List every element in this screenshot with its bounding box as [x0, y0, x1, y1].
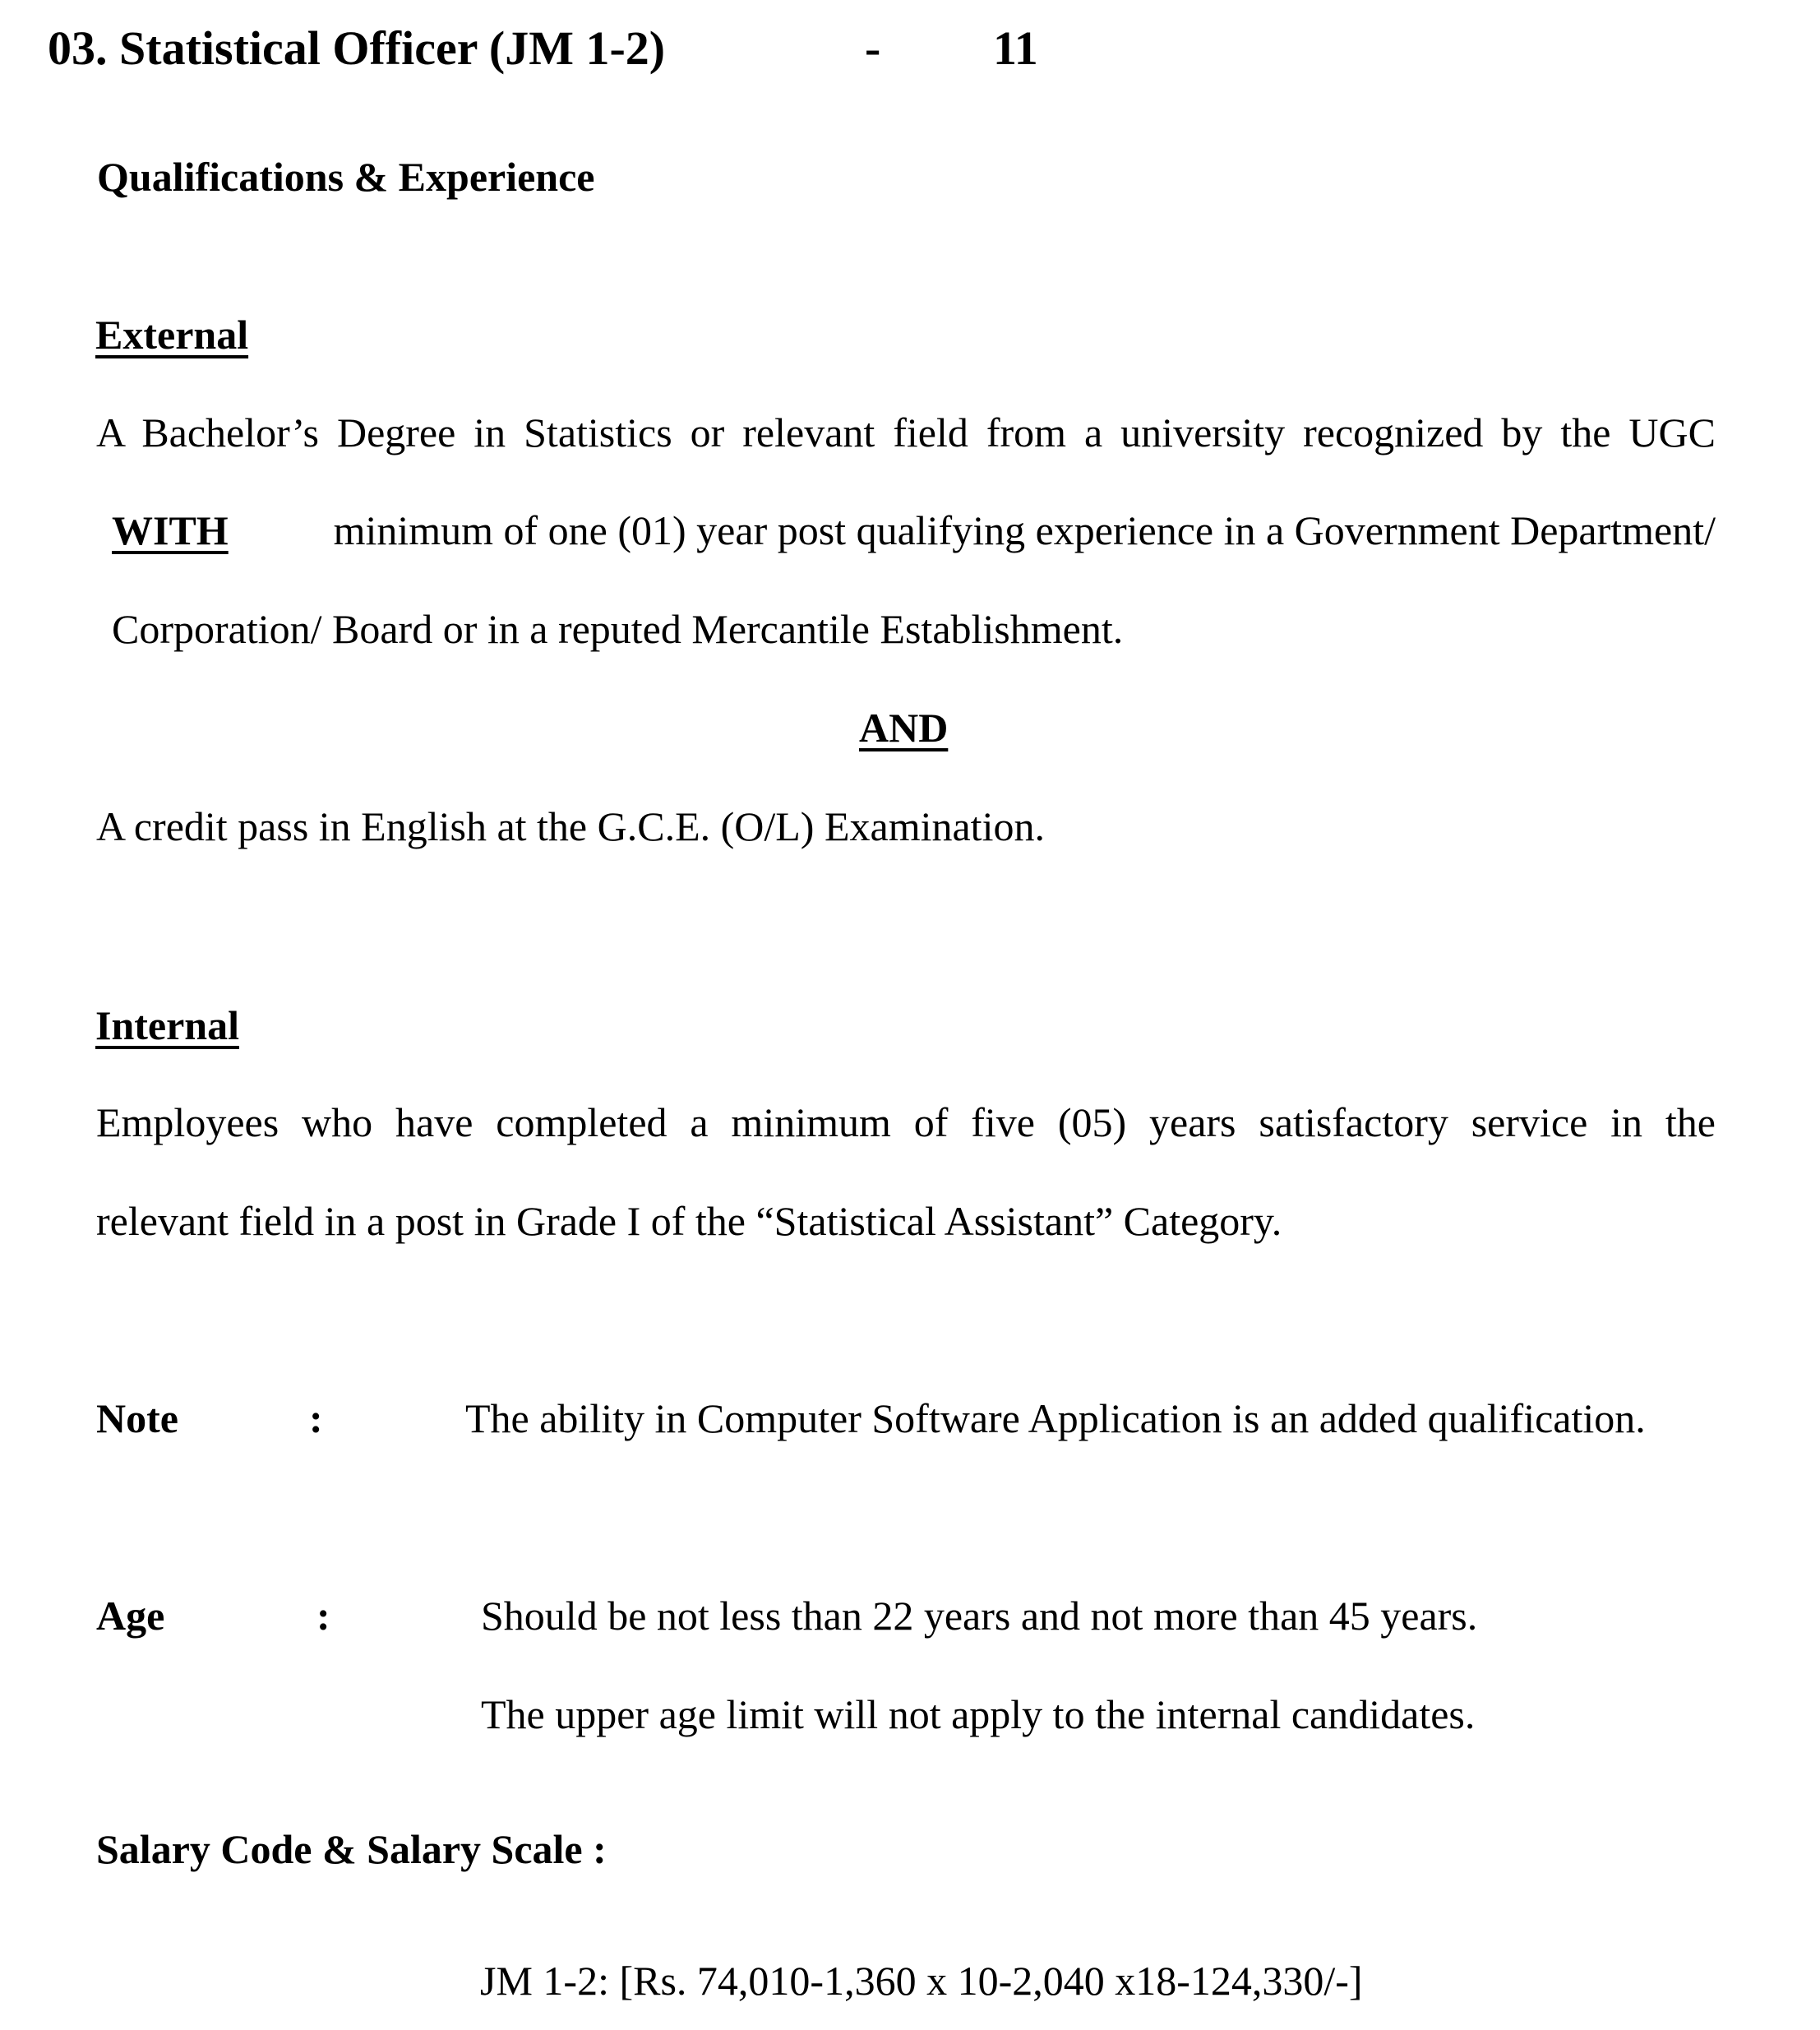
note-label: Note — [96, 1395, 178, 1441]
vacancy-count: 11 — [993, 21, 1038, 75]
age-label: Age — [96, 1593, 165, 1639]
age-line-1: Should be not less than 22 years and not more than 45 years. — [481, 1593, 1478, 1639]
external-line-1: A Bachelor’s Degree in Statistics or relevant field from a university recognized by the UGC — [96, 409, 1716, 455]
salary-scale: JM 1-2: [Rs. 74,010-1,360 x 10-2,040 x18-124,330/-] — [480, 1958, 1363, 2004]
internal-line-2: relevant field in a post in Grade I of the “Statistical Assistant” Category. — [96, 1198, 1282, 1244]
external-line-4: A credit pass in English at the G.C.E. (O/L) Examination. — [96, 803, 1045, 849]
note-colon: : — [309, 1395, 323, 1441]
post-number: 03. — [48, 21, 108, 75]
external-line-3: Corporation/ Board or in a reputed Mercantile Establishment. — [112, 606, 1124, 652]
section-title: Qualifications & Experience — [97, 154, 595, 200]
age-colon: : — [316, 1593, 330, 1639]
age-line-2: The upper age limit will not apply to the internal candidates. — [481, 1691, 1476, 1737]
and-keyword: AND — [859, 705, 949, 751]
external-heading: External — [95, 312, 249, 358]
internal-heading: Internal — [95, 1002, 239, 1048]
post-name: Statistical Officer (JM 1-2) — [119, 21, 666, 75]
title-dash: - — [865, 21, 881, 75]
salary-heading: Salary Code & Salary Scale : — [96, 1826, 607, 1872]
with-keyword: WITH — [112, 507, 229, 553]
external-line-2 — [112, 507, 1716, 553]
external-line-2-text: minimum of one (01) year post qualifying experience in a Government Department/ — [333, 507, 1716, 553]
post-title — [48, 21, 666, 75]
note-text: The ability in Computer Software Application is an added qualification. — [465, 1395, 1646, 1441]
internal-line-1: Employees who have completed a minimum of five (05) years satisfactory service in the — [96, 1099, 1716, 1145]
